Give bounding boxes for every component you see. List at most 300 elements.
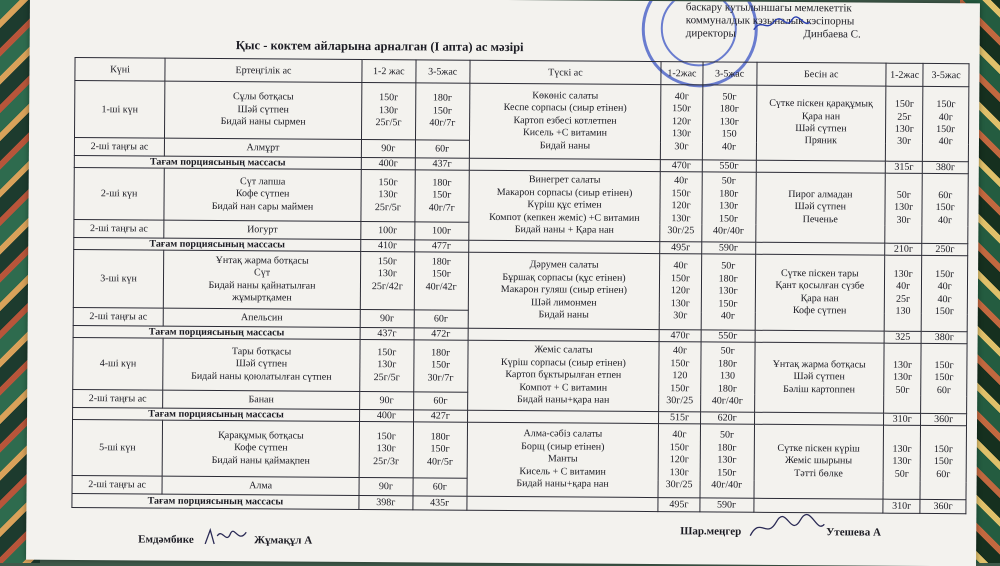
manager-name: Утешева А [826,526,881,539]
snack-weights-3-5-line: 150г [934,305,955,318]
lunch-items [469,83,661,159]
snack-items-line: Қара нан [800,292,839,304]
snack-weights-1-2-line: 130г [893,268,913,280]
snack-items-line: Сүтке піскен қарақұмық [769,98,873,110]
snack-weights-1-2-line: 130 [895,305,911,317]
snack-weights-1-2-line: 150г [894,98,915,111]
breakfast-items-line: Тары ботқасы [231,345,292,358]
lunch-weights-3-5-line: 180г [717,383,737,395]
lunch-weights-3-5-line: 40г/40г [711,395,743,407]
total-breakfast-1-2: 400г [359,410,413,422]
lunch-weights-3-5-line: 40г [722,141,737,153]
lunch-weights-3-5-line: 130г [717,454,737,466]
breakfast-items [163,250,360,309]
page-title: Қыс - коктем айларына арналган (I апта) ас мәзірі [235,38,524,55]
total-label: Тағам порциясының массасы [72,493,359,509]
lunch-weights-3-5-line: 40г [720,310,736,322]
lunch-weights-1-2-line: 30г [673,310,688,322]
header-age1: 1-2 жас [362,60,416,83]
header-age2: 3-5жас [416,60,470,83]
snack-weights-3-5-line: 40г [938,111,953,123]
breakfast-weights-3-5-line: 150г [430,443,450,455]
lunch-items [467,340,659,411]
snack-weights-1-2-line: 25г [895,293,911,305]
lunch-items-line: Кеспе сорпасы (сиыр етінен) [503,102,627,115]
breakfast-weights-1-2-line: 130г [377,359,397,371]
breakfast-weights-3-5-line: 150г [431,359,451,371]
day-row [74,81,968,144]
snack-weights-1-2-line: 50г [894,468,909,480]
lunch-items-line: Бидай наны [538,309,589,321]
lunch-weights-1-2-line: 30г/25 [667,225,695,237]
breakfast-weights-1-2-line: 150г [379,92,399,104]
total-breakfast-1-2: 437г [360,328,414,340]
lunch-weights-1-2-line: 120г [671,200,691,212]
total-breakfast-3-5: 435г [413,496,467,510]
lunch-weights-1-2-line: 40г [674,91,689,103]
total-breakfast-1-2: 398г [359,495,413,509]
snack-items-line: Печенье [802,213,838,226]
second-breakfast-weight-1-2: 90г [360,392,414,410]
lunch-weights-1-2-line: 120 [672,370,688,382]
nurse-signature [202,526,250,548]
breakfast-items-line: Сүт лапша [240,176,286,188]
breakfast-weights-3-5-line: 40г/5г [426,456,453,468]
lunch-weights-1-2 [659,342,701,412]
day-label: 1-ші күн [74,81,165,139]
lunch-weights-3-5-line: 50г [721,261,736,273]
total-breakfast-1-2: 410г [361,240,415,252]
lunch-weights-1-2-line: 130г [670,297,690,310]
total-spacer [467,496,659,511]
total-spacer [756,160,886,173]
breakfast-weights-3-5-line: 180г [432,92,453,105]
total-lunch-3-5: 590г [701,242,755,254]
lunch-weights-1-2-line: 30г/25 [666,395,694,407]
lunch-weights-1-2 [659,254,701,330]
snack-weights-3-5-line: 150г [936,99,956,111]
second-breakfast-label: 2-ші таңғы ас [73,389,163,408]
snack-weights-1-2-line: 130г [892,372,913,384]
header-age1b: 1-2жас [661,62,703,85]
approval-line-2: коммуналдык кэзыналык кэсiпорны [685,14,855,28]
total-lunch-1-2: 470г [661,160,703,172]
total-lunch-1-2: 515г [659,412,701,424]
total-breakfast-1-2: 400г [361,158,415,170]
breakfast-items-line: Бидай наны қайнатылған [208,279,316,292]
breakfast-items-line: Бидай нан сары маймен [211,200,314,213]
second-breakfast-label: 2-ші таңғы ас [74,220,164,239]
lunch-weights-1-2-line: 150г [669,442,689,454]
total-label: Тағам порциясының массасы [73,326,360,340]
total-spacer [754,412,884,425]
breakfast-items-line: Кофе сүтпен [234,442,288,454]
approval-block [686,1,976,42]
lunch-items-line: Картоп езбесі котлетпен [513,114,617,127]
lunch-weights-1-2-line: 120г [669,454,689,466]
lunch-items-line: Бидай наны + Қара нан [514,224,614,236]
snack-items-line: Шәй сүтпен [794,201,847,213]
second-breakfast-label: 2-ші таңғы ас [73,308,163,327]
breakfast-items-line: Кофе сүтпен [235,188,290,200]
lunch-items-line: Көкөніс салаты [532,90,599,102]
snack-items-line: Жеміс шырыны [784,455,853,467]
snack-weights-3-5 [920,425,966,499]
breakfast-weights-1-2-line: 130г [378,104,399,117]
snack-items [755,254,885,331]
second-breakfast-weight-3-5: 60г [415,140,469,158]
lunch-weights-3-5-line: 150г [718,298,738,310]
lunch-weights-3-5-line: 40г/40г [711,479,743,491]
lunch-weights-3-5-line: 50г [720,346,735,358]
lunch-items-line: Бидай наны+қара нан [516,478,609,490]
breakfast-weights-3-5-line: 40г/42г [425,280,457,293]
breakfast-weights-1-2 [361,170,415,222]
lunch-weights-1-2-line: 130г [671,212,691,225]
second-breakfast-item: Апельсин [163,308,360,327]
second-breakfast-weight-3-5: 100г [415,222,469,240]
breakfast-items-line: Бидай наны сырмен [220,116,306,128]
second-breakfast-weight-1-2: 90г [360,310,414,328]
breakfast-items-line: Бидай наны қоюлатылған сүтпен [191,370,332,383]
lunch-weights-3-5-line: 180г [719,188,739,200]
total-breakfast-3-5: 427г [413,410,467,422]
snack-items-line: Тәтті бөлке [794,467,843,480]
snack-weights-1-2-line: 40г [896,280,911,292]
lunch-items-line: Компот + С витамин [519,381,608,394]
breakfast-weights-3-5 [415,83,469,140]
second-breakfast-item: Банан [163,390,360,409]
snack-weights-1-2-line: 30г [897,136,912,148]
nurse-name: Жұмақұл А [254,534,313,547]
lunch-weights-1-2-line: 30г/25 [665,479,693,491]
second-breakfast-item: Иогурт [164,220,361,239]
lunch-items-line: Картоп бұктырылған етпен [505,369,622,382]
day-label: 3-ші күн [73,250,164,309]
lunch-weights-1-2 [660,172,702,242]
breakfast-weights-3-5-line: 180г [430,431,450,443]
director-signature [752,16,812,34]
total-spacer [755,330,885,343]
second-breakfast-weight-3-5: 60г [413,392,467,410]
snack-weights-1-2 [885,173,923,243]
snack-weights-3-5-line: 150г [934,372,954,384]
lunch-weights-3-5-line: 150г [717,467,737,479]
breakfast-weights-1-2-line: 25г/3г [373,455,400,467]
lunch-weights-1-2-line: 130г [671,128,692,140]
day-row [74,168,968,226]
snack-weights-3-5-line: 150г [935,268,955,280]
lunch-items-line: Шәй лимонмен [531,296,597,309]
snack-weights-3-5 [922,173,968,243]
snack-weights-1-2 [883,425,921,499]
header-snack: Бесін ас [756,62,886,86]
lunch-weights-3-5-line: 130 [719,370,736,382]
lunch-weights-3-5 [702,172,756,242]
header-age2c: 3-5жас [923,63,969,86]
lunch-weights-3-5-line: 130г [719,200,739,212]
total-snack-1-2: 210г [885,243,922,255]
lunch-weights-3-5-line: 180г [717,358,738,370]
lunch-items [467,422,659,497]
snack-weights-3-5-line: 40г [938,136,953,148]
lunch-weights-1-2-line: 150г [670,358,690,370]
total-lunch-3-5: 550г [702,160,756,172]
snack-items-line: Шәй сүтпен [793,371,845,383]
snack-weights-1-2-line: 25г [897,111,912,123]
lunch-weights-3-5-line: 50г [719,430,735,442]
lunch-weights-1-2 [658,424,700,498]
snack-weights-3-5-line: 60г [936,468,951,480]
breakfast-weights-1-2-line [363,293,412,306]
header-age1c: 1-2жас [886,63,923,86]
second-breakfast-label: 2-ші таңғы ас [72,475,162,494]
breakfast-weights-1-2 [360,252,414,310]
approval-line-1: баскару кутылыншагы мемлекеттік [685,1,852,15]
breakfast-items [163,338,360,391]
lunch-weights-1-2-line: 150г [671,188,691,200]
lunch-items-line: Күріш сорпасы (сиыр етінен) [500,356,626,369]
lunch-items-line: Макарон сорпасы (сиыр етінен) [496,186,633,199]
breakfast-weights-3-5 [413,422,467,478]
total-lunch-3-5: 620г [700,412,754,424]
snack-weights-1-2-line: 130г [892,456,912,468]
total-breakfast-3-5: 472г [414,328,468,340]
snack-weights-3-5-line: 40г [937,293,952,305]
breakfast-items-line: Ұнтақ жарма ботқасы [215,254,309,267]
breakfast-items-line: Қарақұмық ботқасы [218,429,304,442]
header-age2b: 3-5жас [703,62,757,85]
breakfast-items-line: жұмыртқамен [232,292,292,304]
breakfast-weights-3-5-line: 30г/7г [427,372,454,384]
total-snack-3-5: 380г [921,331,967,343]
lunch-items-line: Алма-сәбіз салаты [523,428,603,441]
snack-items-line: Ұнтақ жарма ботқасы [772,358,866,371]
lunch-weights-1-2-line: 150г [672,103,692,115]
breakfast-weights-1-2-line: 25г/5г [375,117,402,129]
second-breakfast-weight-1-2: 90г [361,140,415,158]
breakfast-weights-1-2-line: 130г [377,268,398,280]
breakfast-weights-3-5-line: 150г [432,105,453,117]
snack-weights-1-2-line: 130г [892,443,912,455]
snack-weights-3-5 [922,255,968,331]
lunch-items-line: Бұршақ сорпасы (құс етінен) [502,271,626,284]
lunch-items-line: Макарон гуляш (сиыр етінен) [500,284,628,297]
breakfast-weights-1-2-line: 150г [378,177,398,189]
lunch-weights-3-5-line: 180г [718,273,738,285]
lunch-items-line: Кисель + С витамин [519,465,606,478]
breakfast-weights-1-2-line: 25г/5г [373,371,400,383]
snack-items [755,172,885,243]
manager-label: Шар.меңгер [680,525,742,538]
breakfast-weights-3-5 [414,252,468,310]
second-breakfast-weight-1-2: 90г [359,477,413,495]
snack-weights-3-5 [923,86,969,161]
lunch-weights-3-5 [701,254,755,330]
snack-weights-1-2 [884,255,922,331]
lunch-weights-3-5-line: 180г [719,103,739,116]
breakfast-weights-1-2 [359,422,413,478]
total-label: Тағам порциясының массасы [74,238,361,252]
lunch-weights-3-5 [702,85,756,160]
breakfast-items-line: Шәй сүтпен [235,358,288,370]
breakfast-weights-1-2-line: 150г [377,347,397,359]
breakfast-weights-3-5-line: 180г [432,177,452,189]
snack-items-line: Қант қосылған сүзбе [775,279,865,292]
breakfast-weights-3-5-line: 40г/7г [429,117,456,129]
lunch-items-line: Кисель +С витамин [523,127,608,139]
snack-weights-3-5-line: 150г [933,456,954,468]
total-lunch-1-2: 495г [660,242,702,254]
lunch-items-line: Компот (кепкен жеміс) +С витамин [489,211,640,224]
total-snack-1-2: 325 [884,331,921,343]
snack-weights-3-5-line: 150г [935,202,955,214]
snack-weights-1-2-line: 130г [893,359,913,371]
lunch-items-line: Манты [547,453,578,465]
breakfast-weights-3-5-line: 150г [432,189,452,201]
breakfast-weights-3-5-line [417,293,466,306]
total-snack-1-2: 315г [885,161,922,173]
breakfast-weights-3-5-line: 150г [431,268,451,280]
lunch-weights-3-5 [700,342,754,412]
total-snack-3-5: 360г [921,413,967,425]
lunch-weights-3-5-line: 130г [719,116,739,128]
lunch-items-line: Жеміс салаты [534,344,593,357]
lunch-weights-1-2-line: 40г [672,345,688,357]
breakfast-weights-1-2-line: 130г [376,443,396,455]
snack-weights-1-2-line: 50г [895,384,910,396]
day-row [73,338,967,396]
lunch-items-line: Бидай наны [539,139,591,152]
lunch-weights-1-2-line: 40г [672,429,687,441]
breakfast-weights-1-2-line: 150г [376,431,396,443]
day-row [72,419,966,481]
snack-items [756,85,886,161]
total-lunch-3-5: 550г [701,330,755,342]
second-breakfast-weight-1-2: 100г [361,222,415,240]
day-label: 5-ші күн [72,419,163,476]
snack-weights-1-2-line: 30г [896,214,911,226]
snack-weights-3-5-line: 40г [938,214,953,226]
total-lunch-1-2: 495г [658,498,700,512]
approval-label: директоры [685,27,736,40]
breakfast-items [165,81,362,139]
total-breakfast-3-5: 437г [415,158,469,170]
total-spacer [755,242,885,255]
snack-weights-3-5-line: 150г [936,124,956,136]
lunch-weights-3-5-line: 150г [718,213,739,225]
lunch-weights-1-2-line: 120г [672,115,692,128]
lunch-weights-3-5-line: 180г [717,442,737,454]
lunch-weights-1-2-line: 120г [670,285,691,297]
breakfast-items-line: Бидай наны қаймақпен [211,454,310,467]
total-label: Тағам порциясының массасы [73,407,360,421]
second-breakfast-item: Алма [162,476,359,495]
lunch-weights-1-2-line: 150г [670,382,690,395]
second-breakfast-weight-3-5: 60г [414,310,468,328]
snack-weights-1-2-line: 50г [896,189,911,201]
breakfast-weights-3-5 [415,170,469,222]
lunch-items [468,252,660,329]
snack-weights-3-5-line: 150г [933,443,954,456]
snack-weights-3-5-line: 150г [934,359,954,372]
menu-document [26,0,980,566]
snack-items [754,424,884,499]
lunch-weights-1-2 [661,85,703,160]
total-snack-3-5: 250г [922,243,968,255]
breakfast-weights-3-5-line: 180г [431,347,451,359]
breakfast-items [164,168,361,221]
lunch-weights-3-5 [700,424,754,498]
header-day: Күні [75,58,165,82]
header-breakfast: Ертеңгілік ас [165,58,362,82]
lunch-items [468,170,660,241]
total-snack-3-5: 360г [920,499,966,513]
day-label: 2-ші күн [74,168,164,221]
snack-weights-3-5-line: 60г [936,384,952,396]
lunch-weights-1-2-line: 40г [673,260,688,272]
snack-weights-3-5 [921,343,967,413]
breakfast-items [162,420,359,477]
snack-items-line: Кофе сүтпен [792,304,847,317]
breakfast-weights-1-2 [360,340,414,392]
snack-items-line: Пряник [804,135,838,147]
total-label: Тағам порциясының массасы [74,156,361,170]
lunch-weights-1-2-line: 30г [674,140,689,152]
lunch-items-line: Борщ (сиыр етінен) [521,441,605,453]
breakfast-weights-1-2-line: 25г/42г [371,280,403,292]
breakfast-items-line: Сұлы ботқасы [232,91,294,103]
lunch-items-line: Бидай наны+қара нан [516,394,610,406]
lunch-items-line: Дәрумен салаты [529,259,599,272]
total-snack-1-2: 310г [884,413,921,425]
lunch-items-line: Винегрет салаты [528,174,601,187]
breakfast-weights-3-5-line: 40г/7г [428,202,455,214]
lunch-weights-3-5-line: 150 [721,128,737,140]
snack-weights-1-2-line: 130г [894,202,914,214]
lunch-weights-3-5-line: 50г [722,91,737,103]
snack-weights-1-2 [884,343,922,413]
breakfast-weights-1-2-line: 130г [378,189,398,201]
breakfast-items-line: Сүт [254,267,271,279]
lunch-weights-1-2-line: 130г [669,466,689,479]
second-breakfast-item: Алмұрт [164,138,361,157]
day-row [73,250,967,314]
approval-name: Динбаева С. [803,28,861,41]
snack-weights-3-5-line: 60г [938,189,953,202]
lunch-weights-3-5-line: 40г/40г [712,225,745,237]
snack-items-line: Шәй сүтпен [795,123,847,135]
menu-table [71,57,969,514]
snack-items [754,342,884,413]
breakfast-weights-1-2-line: 25г/5г [374,201,401,213]
lunch-items-line: Күріш құс етімен [527,199,602,211]
breakfast-weights-1-2 [361,83,415,140]
breakfast-items-line: Шәй сүтпен [237,103,289,116]
breakfast-weights-1-2-line: 150г [377,255,398,267]
lunch-weights-3-5-line: 50г [721,176,736,188]
breakfast-weights-3-5 [414,340,468,392]
total-breakfast-3-5: 477г [415,240,469,252]
day-label: 4-ші күн [73,338,163,391]
second-breakfast-weight-3-5: 60г [413,478,467,496]
snack-weights-1-2-line: 130г [894,123,914,135]
snack-items-line: Сүтке піскен күріш [777,442,860,455]
second-breakfast-label: 2-ші таңғы ас [74,138,164,157]
snack-items-line: Қара нан [801,110,841,122]
breakfast-weights-3-5-line: 180г [431,256,451,268]
header-lunch: Түскі ас [470,60,662,84]
